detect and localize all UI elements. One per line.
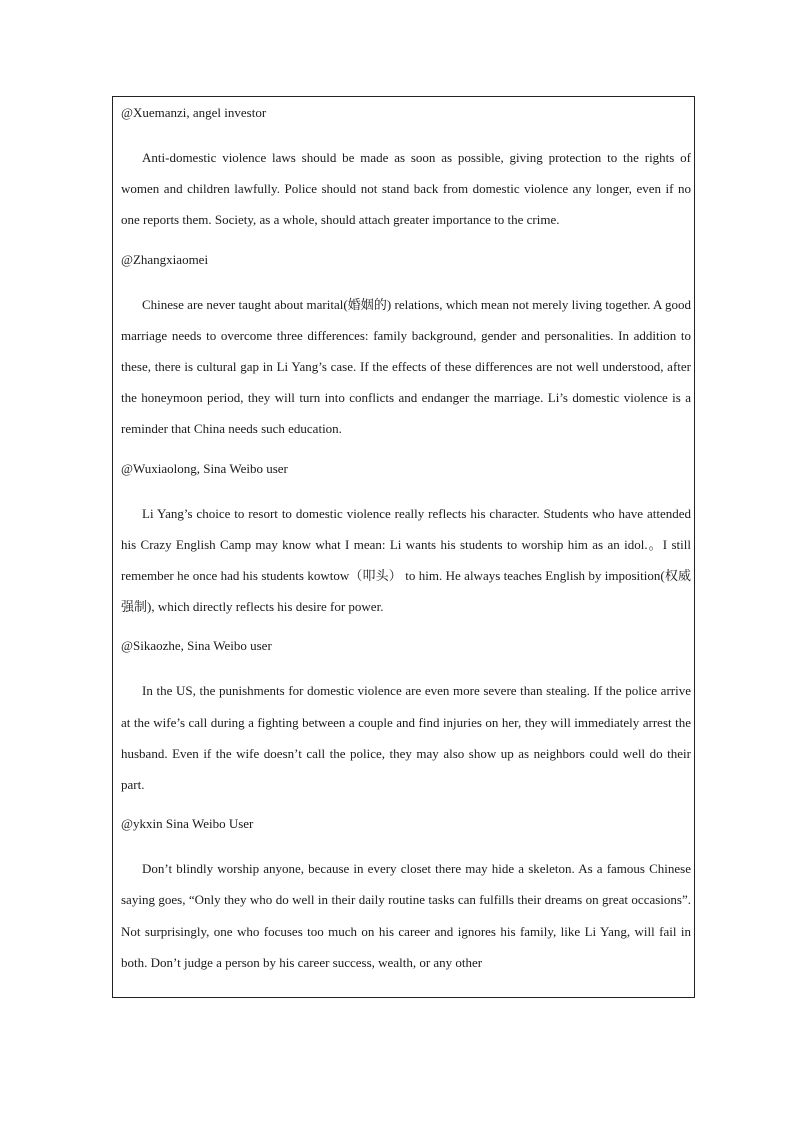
post-text: Li Yang’s choice to resort to domestic violence really reflects his character. Students who have attended his Crazy English Camp may know what I mean: Li wants his students to worship him as an idol.。I still remember he once had his students kowtow（叩头） to him. He always teaches English by imposition(权威强制), which directly reflects his desire for power. — [121, 505, 691, 615]
post-text: Chinese are never taught about marital(婚姻的) relations, which mean not merely living together. A good marriage needs to overcome three differences: family background, gender and personalities. In addition to these, there is cultural gap in Li Yang’s case. If the effects of these differences are not well understood, after the honeymoon period, they will turn into conflicts and endanger the marriage. Li’s domestic violence is a reminder that China needs such education. — [121, 296, 691, 437]
comments-list — [121, 103, 691, 978]
post-handle: @Sikaozhe, Sina Weibo user — [121, 638, 272, 654]
document-frame — [112, 96, 695, 998]
post-text: Anti-domestic violence laws should be made as soon as possible, giving protection to the rights of women and children lawfully. Police should not stand back from domestic violence any longer, even if no one reports them. Society, as a whole, should attach greater importance to the crime. — [121, 150, 691, 228]
post-text: Don’t blindly worship anyone, because in every closet there may hide a skeleton. As a famous Chinese saying goes, “Only they who do well in their daily routine tasks can fulfills their dreams on great occasions”. Not surprisingly, one who focuses too much on his career and ignores his family, like Li Yang, will fail in both. Don’t judge a person by his career success, wealth, or any other — [121, 861, 691, 970]
post-handle: @Wuxiaolong, Sina Weibo user — [121, 460, 288, 476]
post-handle: @Zhangxiaomei — [121, 251, 209, 267]
post-text: In the US, the punishments for domestic violence are even more severe than stealing. If the police arrive at the wife’s call during a fighting between a couple and find injuries on her, they will immediately arrest the husband. Even if the wife doesn’t call the police, they may also show up as neighbors could well do their part. — [121, 683, 691, 793]
post-handle: @Xuemanzi, angel investor — [121, 105, 267, 120]
post-handle: @ykxin Sina Weibo User — [121, 816, 254, 832]
